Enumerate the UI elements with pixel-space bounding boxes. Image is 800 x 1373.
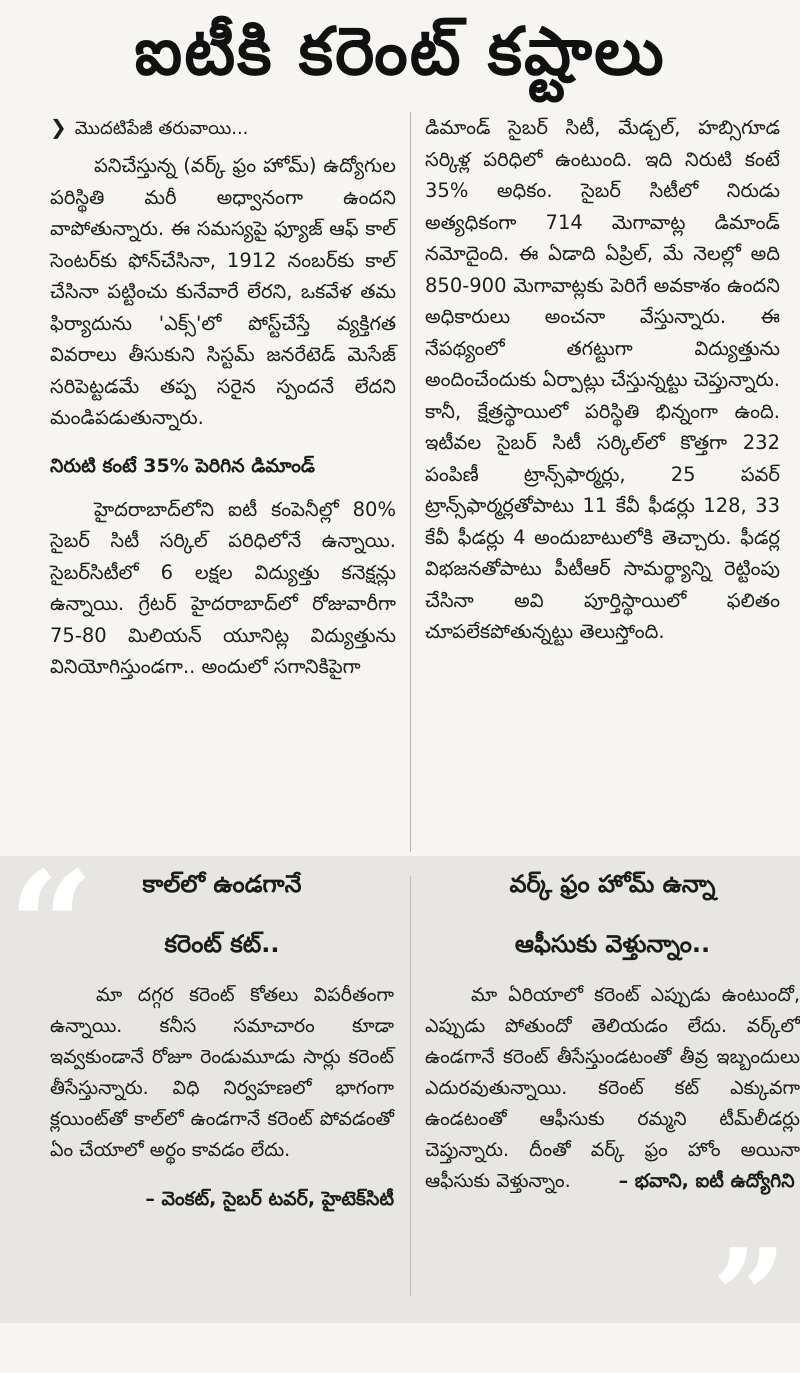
continuation-text: మొదటిపేజీ తరువాయి... bbox=[74, 118, 249, 139]
quote-left-title-1: కాల్‌లో ఉండగానే bbox=[142, 870, 302, 898]
quote-left-title-2: కరెంట్ కట్.. bbox=[164, 930, 280, 958]
right-paragraph-1: డిమాండ్ సైబర్ సిటీ, మేడ్చల్, హబ్సిగూడ సర్కిళ్ల పరిధిలో ఉంటుంది. ఇది నిరుటి కంటే 35% అధికం. సైబర్ సిటీలో నిరుడు అత్యధికంగా 714 మెగావాట్ల డిమాండ్ నమోదైంది. ఈ ఏడాది ఏప్రిల్, మే నెలల్లో అది 850-900 మెగావాట్లకు పెరిగే అవకాశం ఉందని అధికారులు అంచనా వేస్తున్నారు. ఈ నేపథ్యంలో తగట్టుగా విద్యుత్తును అందించేందుకు ఏర్పాట్లు చేస్తున్నట్టు చెప్తున్నారు. కానీ, క్షేత్రస్థాయిలో పరిస్థితి భిన్నంగా ఉంది. ఇటీవల సైబర్ సిటీ సర్కిల్‌లో కొత్తగా 232 పంపిణీ ట్రాన్స్‌ఫార్మర్లు, 25 పవర్ ట్రాన్స్‌ఫార్మర్లతోపాటు 11 కేవీ ఫీడర్లు 128, 33 కేవీ ఫీడర్లు 4 అందుబాటులోకి తెచ్చారు. ఫీడర్ల విభజనతోపాటు పీటీఆర్ సామర్థ్యాన్ని రెట్టింపు చేసినా అవి పూర్తిస్థాయిలో ఫలితం చూపలేకపోతున్నట్టు తెలుస్తోంది. bbox=[425, 116, 780, 643]
right-column bbox=[425, 112, 780, 648]
closing-quote-icon: ” bbox=[712, 1220, 787, 1373]
quote-right-signature: – భవాని, ఐటీ ఉద్యోగిని bbox=[618, 1170, 795, 1192]
left-paragraph-1: పనిచేస్తున్న (వర్క్ ఫ్రం హోమ్) ఉద్యోగుల పరిస్థితి మరీ అధ్వానంగా ఉందని వాపోతున్నారు. ఈ సమస్యపై ఫ్యూజ్ ఆఫ్ కాల్ సెంటర్‌కు ఫోన్‌చేసినా, 1912 నంబర్‌కు కాల్ చేసినా పట్టించు కునేవారే లేరని, ఒకవేళ తమ ఫిర్యాదును 'ఎక్స్'లో పోస్ట్‌చేస్తే వ్యక్తిగత వివరాలు తీసుకుని సిస్టమ్ జనరేటెడ్ మెసేజ్ సరిపెట్టడమే తప్ప సరైన స్పందనే లేదని మండిపడుతున్నారు. bbox=[50, 154, 396, 429]
column-divider bbox=[410, 112, 411, 852]
article-body bbox=[0, 112, 800, 860]
quote-left-body: మా దగ్గర కరెంట్ కోతలు విపరీతంగా ఉన్నాయి. కనీస సమాచారం కూడా ఇవ్వకుండానే రోజూ రెండుమూడు సార్లు కరెంట్ తీసేస్తున్నారు. విధి నిర్వహణలో భాగంగా క్లయింట్‌తో కాల్‌లో ఉండగానే కరెంట్ పోవడంతో ఏం చేయాలో అర్థం కావడం లేదు. bbox=[50, 984, 394, 1161]
continuation-line bbox=[50, 112, 396, 144]
quote-right-body: మా ఏరియాలో కరెంట్ ఎప్పుడు ఉంటుందో, ఎప్పుడు పోతుందో తెలియడం లేదు. వర్క్‌లో ఉండగానే కరెంట్ తీసేస్తుండటంతో తీవ్ర ఇబ్బందులు ఎదురవుతున్నాయి. కరెంట్ కట్ ఎక్కువగా ఉండటంతో ఆఫీసుకు రమ్మని టీమ్‌లీడర్లు చెప్తున్నారు. దీంతో వర్క్ ఫ్రం హోం అయినా ఆఫీసుకు వెళ్తున్నాం. bbox=[425, 984, 800, 1192]
quote-right-body-wrap bbox=[425, 980, 800, 1197]
quote-box-left bbox=[50, 868, 394, 1215]
subheading: నిరుటి కంటే 35% పెరిగిన డిమాండ్ bbox=[50, 454, 315, 477]
chevron-right-icon: ❯ bbox=[50, 115, 67, 139]
quote-box-right bbox=[425, 868, 800, 1197]
quote-left-signature: – వెంకట్, సైబర్ టవర్, హైటెక్‌సిటీ bbox=[145, 1188, 394, 1210]
left-column bbox=[50, 112, 396, 683]
quote-right-title-1: వర్క్ ఫ్రం హోమ్ ఉన్నా bbox=[509, 870, 716, 898]
quote-icon: “ bbox=[8, 839, 95, 1015]
page-headline: ఐటీకి కరెంట్ కష్టాలు bbox=[134, 13, 666, 90]
left-paragraph-2: హైదరాబాద్‌లోని ఐటీ కంపెనీల్లో 80% సైబర్ సిటీ సర్కిల్ పరిధిలోనే ఉన్నాయి. సైబర్‌సిటీలో 6 లక్షల విద్యుత్తు కనెక్షన్లు ఉన్నాయి. గ్రేటర్ హైదరాబాద్‌లో రోజువారీగా 75-80 మిలియన్ యూనిట్ల విద్యుత్తును వినియోగిస్తుండగా.. అందులో సగానికిపైగా bbox=[50, 497, 396, 678]
quotes-divider bbox=[410, 876, 411, 1296]
quote-right-title-2: ఆఫీసుకు వెళ్తున్నాం.. bbox=[514, 930, 711, 958]
